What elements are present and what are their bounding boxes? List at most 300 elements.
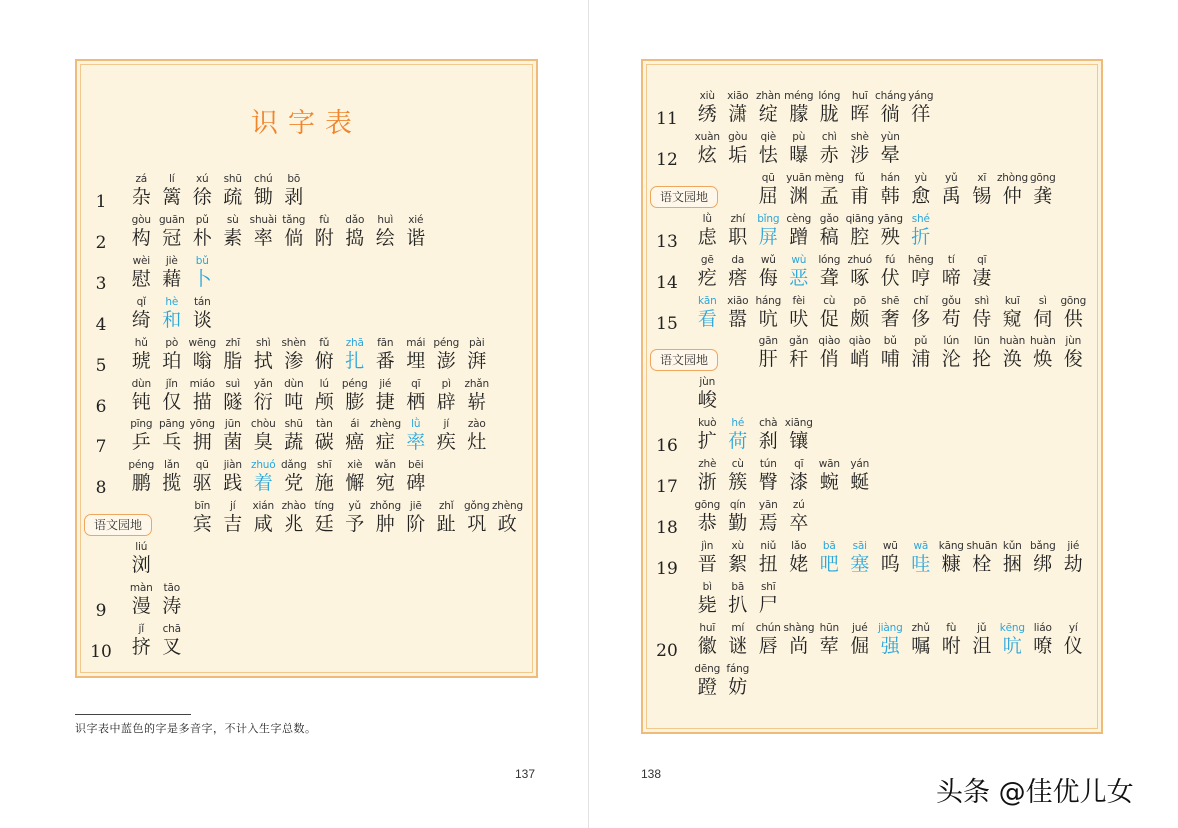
hanzi: 鹏: [131, 472, 151, 495]
character: [692, 131, 723, 171]
row-number: 2: [95, 232, 107, 253]
pinyin: mèng: [814, 171, 844, 184]
hanzi: 谈: [192, 308, 212, 331]
hanzi: 勤: [728, 512, 748, 534]
character: [936, 540, 967, 580]
character: [157, 255, 188, 295]
pinyin: huàn: [999, 335, 1026, 348]
character: [753, 295, 784, 335]
character: [967, 295, 998, 335]
pinyin: xiù: [699, 90, 715, 102]
pinyin: shè: [850, 130, 869, 143]
pinyin: péng: [128, 459, 155, 472]
character: [723, 254, 754, 294]
hanzi: 卜: [192, 267, 212, 290]
character: [967, 335, 998, 375]
hanzi: 俯: [314, 349, 334, 372]
row-number: 5: [95, 355, 107, 376]
pinyin: yùn: [880, 130, 900, 143]
pinyin: gōng: [1029, 171, 1056, 184]
pinyin: lǎo: [791, 539, 807, 552]
hanzi: 焕: [1033, 348, 1053, 371]
hanzi: 啄: [850, 266, 870, 289]
pinyin: zhí: [730, 212, 745, 225]
hanzi: 孟: [819, 184, 839, 207]
character: [462, 337, 493, 377]
hanzi: 吉: [223, 513, 243, 536]
character: [126, 459, 157, 499]
character: [967, 254, 998, 294]
character: [248, 214, 279, 254]
pinyin: gòu: [131, 213, 151, 226]
pinyin: zá: [135, 173, 148, 185]
pinyin: yān: [758, 499, 778, 511]
pinyin: wèi: [132, 254, 150, 267]
character: [814, 335, 845, 375]
character: [784, 131, 815, 171]
char-list: [126, 582, 187, 622]
pinyin: bǐng: [757, 212, 780, 225]
polyphonic-character: [784, 254, 815, 294]
character: [218, 459, 249, 499]
hanzi: 殃: [880, 225, 900, 248]
row-number: 14: [656, 272, 678, 293]
hanzi: 予: [345, 513, 365, 536]
hanzi: 虑: [697, 225, 717, 248]
character: [1058, 335, 1089, 375]
pinyin: xiè: [347, 459, 363, 472]
character: [967, 172, 998, 212]
character: [340, 214, 371, 254]
hanzi: 膨: [345, 390, 365, 413]
hanzi: 揽: [162, 472, 182, 495]
character: [248, 418, 279, 458]
character: [279, 378, 310, 418]
hanzi: 屈: [758, 184, 778, 207]
character: [401, 459, 432, 499]
pinyin: wǔ: [760, 253, 776, 266]
hanzi: 描: [192, 390, 212, 413]
character: [753, 417, 784, 457]
hanzi: 蹭: [789, 225, 809, 248]
hanzi: 疙: [697, 266, 717, 289]
hanzi: 强: [880, 634, 900, 657]
pinyin: yuān: [786, 171, 812, 184]
pinyin: qī: [977, 253, 987, 266]
character: [692, 663, 723, 703]
character: [906, 254, 937, 294]
pinyin: huī: [699, 621, 716, 634]
pinyin: xié: [408, 213, 424, 226]
hanzi: 尚: [789, 634, 809, 657]
character: [814, 172, 845, 212]
hanzi: 着: [253, 472, 273, 495]
pinyin: xiāo: [727, 90, 749, 102]
character: [187, 296, 218, 336]
character: [814, 622, 845, 662]
character: [431, 418, 462, 458]
polyphonic-character: [340, 337, 371, 377]
character: [218, 173, 249, 213]
character: [845, 213, 876, 253]
pinyin: chú: [254, 173, 273, 185]
pinyin: pō: [853, 294, 867, 307]
character: [753, 458, 784, 498]
character: [1058, 295, 1089, 335]
pinyin: chǐ: [913, 294, 929, 307]
hanzi: 政: [497, 513, 517, 536]
hanzi: 廷: [314, 513, 334, 536]
hanzi: 蔬: [284, 431, 304, 454]
hanzi: 隧: [223, 390, 243, 413]
pinyin: sì: [1038, 294, 1047, 307]
hanzi: 菌: [223, 431, 243, 454]
character: [967, 540, 998, 580]
row-number: 11: [656, 109, 678, 129]
pinyin: niǔ: [760, 539, 777, 552]
pinyin: suì: [225, 377, 240, 390]
character: [187, 173, 218, 213]
pinyin: xiāng: [784, 417, 813, 430]
character: [784, 213, 815, 253]
pinyin: jié: [1067, 539, 1080, 552]
hanzi: 糠: [941, 552, 961, 575]
pinyin: wǎn: [374, 459, 396, 472]
character: [157, 582, 188, 622]
char-list: [126, 296, 218, 336]
pinyin: yù: [914, 171, 927, 184]
pinyin: zhǎn: [464, 377, 489, 390]
character: [309, 378, 340, 418]
hanzi: 乒: [131, 431, 151, 454]
hanzi: 锄: [253, 186, 273, 208]
character: [753, 499, 784, 539]
pinyin: dùn: [284, 377, 304, 390]
row-number: 4: [95, 314, 107, 335]
hanzi: 挤: [131, 635, 151, 658]
character: [753, 90, 784, 130]
pinyin: qiè: [760, 130, 776, 143]
row-number: 6: [95, 396, 107, 417]
pinyin: lūn: [973, 335, 990, 348]
pinyin: zhòng: [997, 171, 1028, 184]
character: [279, 418, 310, 458]
pinyin: fáng: [726, 662, 750, 675]
character: [340, 500, 371, 540]
hanzi: 钝: [131, 390, 151, 413]
character: [845, 90, 876, 130]
hanzi: 衍: [253, 390, 273, 413]
pinyin: péng: [433, 336, 460, 349]
hanzi: 宾: [192, 513, 212, 536]
hanzi: 率: [406, 431, 426, 454]
hanzi: 蜿: [819, 471, 839, 494]
character: [692, 622, 723, 662]
hanzi: 施: [314, 472, 334, 495]
pinyin: xián: [252, 500, 274, 513]
pinyin: guān: [158, 213, 185, 226]
pinyin: kān: [697, 294, 717, 307]
pinyin: bīn: [194, 500, 211, 513]
hanzi: 癌: [345, 431, 365, 454]
pinyin: pù: [792, 130, 806, 143]
character: [187, 418, 218, 458]
hanzi: 腔: [850, 225, 870, 248]
hanzi: 渗: [284, 349, 304, 372]
character: [401, 214, 432, 254]
polyphonic-character: [906, 540, 937, 580]
row-number: 20: [656, 640, 678, 661]
row-number: 13: [656, 231, 678, 252]
hanzi: 簇: [728, 471, 748, 494]
pinyin: péng: [341, 377, 368, 390]
character: [814, 295, 845, 335]
row-number: 3: [95, 273, 107, 294]
pinyin: zhuó: [251, 459, 276, 472]
pinyin: jí: [230, 500, 236, 513]
char-list: [126, 459, 431, 499]
character: [157, 378, 188, 418]
character: [997, 172, 1028, 212]
character: [906, 295, 937, 335]
character: [370, 337, 401, 377]
hanzi: 侍: [972, 307, 992, 330]
pinyin: chā: [162, 622, 181, 635]
hanzi: 乓: [162, 431, 182, 454]
pinyin: lǜ: [702, 212, 712, 225]
pinyin: jìn: [701, 539, 714, 552]
character: [218, 214, 249, 254]
hanzi: 禹: [941, 184, 961, 207]
hanzi: 漆: [789, 471, 809, 494]
character: [784, 499, 815, 539]
hanzi: 仪: [1063, 634, 1083, 657]
char-list: [692, 417, 814, 457]
hanzi: 锡: [972, 184, 992, 207]
character: [126, 541, 157, 581]
polyphonic-character: [401, 418, 432, 458]
hanzi: 侮: [758, 266, 778, 289]
character: [340, 378, 371, 418]
char-list: [692, 458, 875, 498]
hanzi: 沦: [941, 348, 961, 371]
pinyin: tún: [759, 458, 777, 471]
hanzi: 碳: [314, 431, 334, 454]
pinyin: zhuó: [847, 253, 872, 266]
character: [845, 458, 876, 498]
pinyin: dùn: [131, 377, 151, 390]
hanzi: 漫: [131, 595, 151, 617]
footnote: 识字表中蓝色的字是多音字，不计入生字总数。: [75, 722, 317, 735]
hanzi: 胧: [819, 103, 839, 125]
pinyin: gǎn: [789, 335, 809, 348]
char-list: [692, 376, 723, 416]
pinyin: pò: [165, 336, 179, 349]
char-list: [126, 623, 187, 663]
pinyin: miáo: [189, 377, 215, 390]
hanzi: 卒: [789, 512, 809, 534]
hanzi: 刹: [758, 430, 778, 453]
pinyin: xú: [196, 173, 209, 185]
row-number: 9: [95, 601, 107, 621]
hanzi: 看: [697, 307, 717, 330]
pinyin: yí: [1068, 621, 1078, 634]
character: [1028, 540, 1059, 580]
row-number: 8: [95, 478, 107, 499]
character: [784, 295, 815, 335]
hanzi: 宛: [375, 472, 395, 495]
character: [753, 540, 784, 580]
hanzi: 怯: [758, 143, 778, 166]
hanzi: 尸: [758, 593, 778, 616]
character: [906, 172, 937, 212]
char-list: [126, 214, 431, 254]
pinyin: yǔ: [348, 500, 361, 513]
character: [1028, 295, 1059, 335]
pinyin: tàn: [315, 418, 333, 431]
pinyin: ái: [350, 418, 360, 431]
character: [692, 213, 723, 253]
pinyin: fú: [885, 253, 896, 266]
hanzi: 辟: [436, 390, 456, 413]
character: [753, 131, 784, 171]
pinyin: bēi: [408, 459, 424, 472]
character: [784, 622, 815, 662]
hanzi: 俏: [819, 348, 839, 371]
pinyin: zhèng: [370, 418, 401, 431]
pinyin: da: [731, 253, 745, 266]
character: [692, 417, 723, 457]
character: [936, 295, 967, 335]
character: [462, 378, 493, 418]
pinyin: mí: [731, 621, 745, 634]
hanzi: 藉: [162, 267, 182, 290]
hanzi: 伏: [880, 266, 900, 289]
char-list: [126, 337, 492, 377]
row-number: 19: [656, 558, 678, 579]
character: [126, 378, 157, 418]
hanzi: 灶: [467, 431, 487, 454]
character: [723, 622, 754, 662]
pinyin: hǔ: [134, 336, 148, 349]
pinyin: tán: [193, 295, 211, 308]
char-list: [692, 663, 753, 703]
hanzi: 咸: [253, 513, 273, 536]
character: [248, 337, 279, 377]
hanzi: 苟: [941, 307, 961, 330]
watermark: 头条 @佳优儿女: [936, 777, 1134, 808]
hanzi: 拭: [253, 349, 273, 372]
character: [723, 131, 754, 171]
pinyin: zhǐ: [439, 500, 454, 513]
pinyin: mái: [406, 336, 426, 349]
hanzi: 徉: [911, 103, 931, 125]
hanzi: 疾: [436, 431, 456, 454]
pinyin: shuài: [249, 213, 277, 226]
pinyin: dǎng: [280, 459, 307, 472]
page-number-right: 138: [641, 767, 662, 781]
pinyin: jūn: [224, 418, 241, 431]
char-list: [692, 90, 936, 130]
hanzi: 蹬: [697, 675, 717, 698]
character: [692, 499, 723, 539]
character: [279, 214, 310, 254]
pinyin: chì: [821, 130, 837, 143]
pinyin: bǎng: [1029, 539, 1056, 552]
pinyin: jùn: [699, 376, 716, 389]
character: [784, 540, 815, 580]
polyphonic-character: [906, 213, 937, 253]
hanzi: 绮: [131, 308, 151, 331]
character: [814, 213, 845, 253]
character: [692, 254, 723, 294]
pinyin: pài: [469, 336, 485, 349]
hanzi: 凄: [972, 266, 992, 289]
hanzi: 哼: [911, 266, 931, 289]
pinyin: zhèng: [492, 500, 523, 513]
hanzi: 沮: [972, 634, 992, 657]
hanzi: 渊: [789, 184, 809, 207]
hanzi: 率: [253, 226, 273, 249]
footnote-rule: [75, 714, 191, 715]
character: [814, 254, 845, 294]
hanzi: 嗡: [192, 349, 212, 372]
character: [753, 622, 784, 662]
pinyin: hè: [165, 295, 179, 308]
page-spine: [588, 0, 589, 828]
hanzi: 疏: [223, 186, 243, 208]
pinyin: liáo: [1033, 621, 1052, 634]
pinyin: tāo: [163, 582, 180, 594]
char-list: [126, 418, 492, 458]
hanzi: 朦: [789, 103, 809, 125]
polyphonic-character: [692, 295, 723, 335]
pinyin: shū: [223, 173, 242, 185]
hanzi: 捆: [1002, 552, 1022, 575]
hanzi: 愈: [911, 184, 931, 207]
pinyin: shuān: [966, 539, 998, 552]
hanzi: 倔: [850, 634, 870, 657]
character: [126, 214, 157, 254]
pinyin: gōng: [1060, 294, 1087, 307]
hanzi: 絮: [728, 552, 748, 575]
character: [187, 214, 218, 254]
character: [309, 500, 340, 540]
hanzi: 稿: [819, 225, 839, 248]
hanzi: 侈: [911, 307, 931, 330]
hanzi: 和: [162, 308, 182, 331]
pinyin: jié: [379, 377, 392, 390]
pinyin: zhī: [225, 336, 240, 349]
character: [906, 335, 937, 375]
pinyin: huàn: [1029, 335, 1056, 348]
pinyin: qī: [411, 377, 421, 390]
pinyin: zhǔ: [911, 621, 930, 634]
char-list: [692, 622, 1089, 662]
pinyin: wēng: [188, 336, 217, 349]
hanzi: 唇: [758, 634, 778, 657]
hanzi: 扎: [345, 349, 365, 372]
hanzi: 吭: [1002, 634, 1022, 657]
char-list: [692, 581, 784, 621]
hanzi: 澎: [436, 349, 456, 372]
pinyin: qiāng: [845, 212, 874, 225]
pinyin: yōng: [189, 418, 215, 431]
hanzi: 瘩: [728, 266, 748, 289]
character: [936, 622, 967, 662]
character: [401, 337, 432, 377]
pinyin: zú: [792, 499, 805, 511]
